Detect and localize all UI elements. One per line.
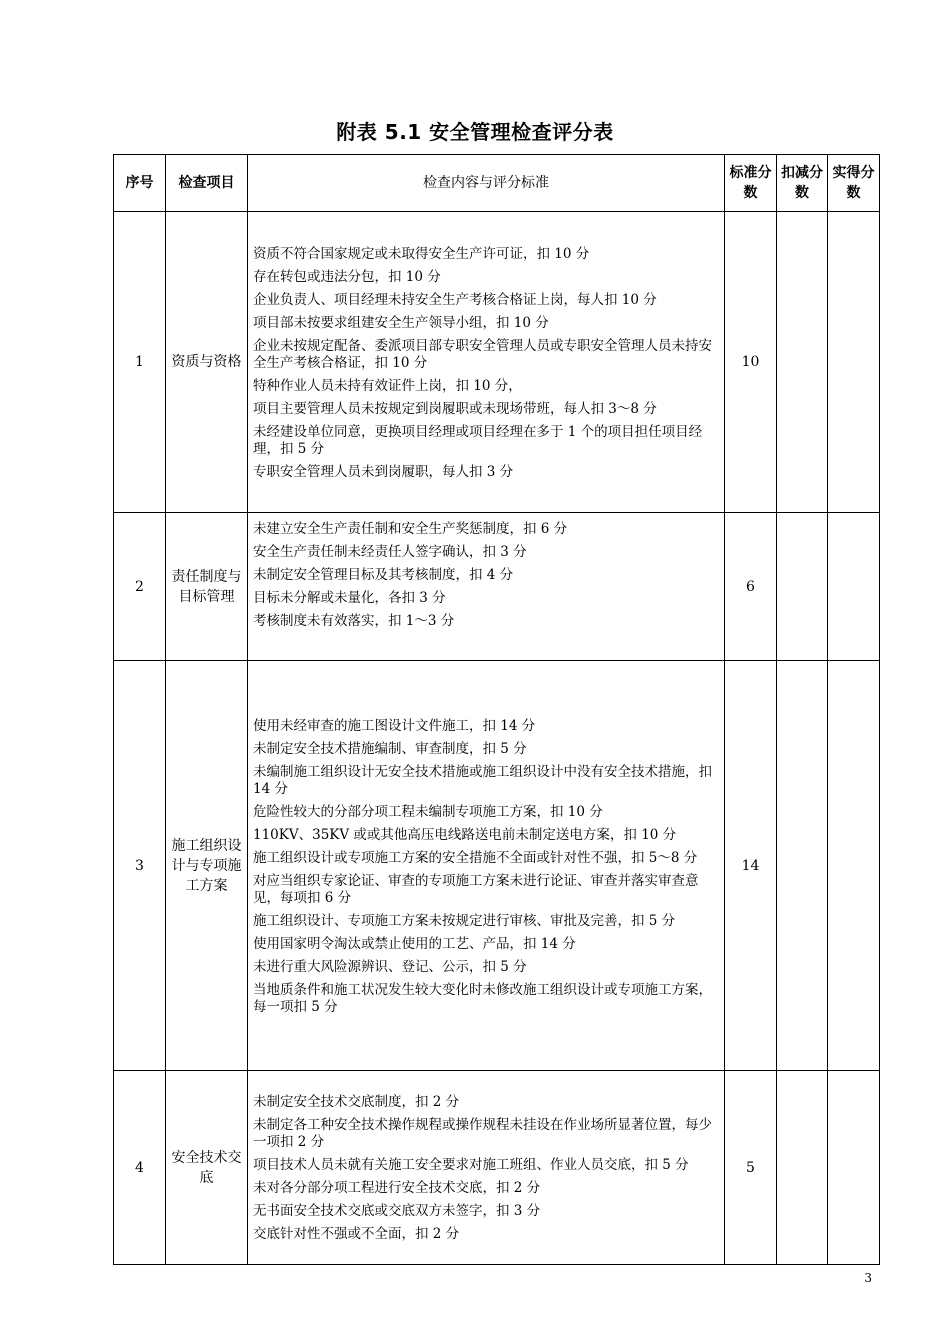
row-actual-score — [828, 661, 880, 1071]
criterion: 使用国家明令淘汰或禁止使用的工艺、产品，扣 14 分 — [253, 935, 576, 952]
criterion: 当地质条件和施工状况发生较大变化时未修改施工组织设计或专项施工方案，每一项扣 5 分 — [253, 981, 712, 1015]
row-content — [248, 661, 725, 1071]
criterion: 未编制施工组织设计无安全技术措施或施工组织设计中没有安全技术措施，扣 14 分 — [253, 763, 712, 797]
row-actual-score — [828, 513, 880, 661]
criterion: 专职安全管理人员未到岗履职，每人扣 3 分 — [253, 463, 514, 480]
row-seq: 1 — [114, 212, 166, 513]
criterion: 对应当组织专家论证、审查的专项施工方案未进行论证、审查并落实审查意见，每项扣 6 分 — [253, 872, 699, 906]
page-title: 附表 5.1 安全管理检查评分表 — [336, 120, 614, 144]
header-actual: 实得分数 — [828, 155, 880, 212]
criterion: 项目主要管理人员未按规定到岗履职或未现场带班，每人扣 3～8 分 — [253, 400, 657, 417]
row-standard-score: 14 — [725, 661, 777, 1071]
criterion: 未制定安全技术措施编制、审查制度，扣 5 分 — [253, 740, 527, 757]
criterion: 110KV、35KV 或或其他高压电线路送电前未制定送电方案，扣 10 分 — [253, 826, 677, 843]
row-actual-score — [828, 212, 880, 513]
criterion: 特种作业人员未持有效证件上岗，扣 10 分， — [253, 377, 522, 394]
score-table — [113, 154, 880, 1265]
row-deduct-score — [777, 513, 828, 661]
row-deduct-score — [777, 1071, 828, 1265]
criterion: 企业未按规定配备、委派项目部专职安全管理人员或专职安全管理人员未持安全生产考核合格证，扣 10 分 — [253, 337, 712, 371]
table-row — [114, 1071, 880, 1265]
criterion: 未经建设单位同意，更换项目经理或项目经理在多于 1 个的项目担任项目经理，扣 5 分 — [253, 423, 703, 457]
row-content — [248, 513, 725, 661]
row-standard-score: 6 — [725, 513, 777, 661]
criterion: 存在转包或违法分包，扣 10 分 — [253, 268, 441, 285]
criterion: 施工组织设计或专项施工方案的安全措施不全面或针对性不强，扣 5～8 分 — [253, 849, 698, 866]
row-content — [248, 212, 725, 513]
table-row — [114, 212, 880, 513]
criterion: 企业负责人、项目经理未持安全生产考核合格证上岗，每人扣 10 分 — [253, 291, 657, 308]
header-content: 检查内容与评分标准 — [248, 155, 725, 212]
criterion: 未制定安全管理目标及其考核制度，扣 4 分 — [253, 567, 514, 583]
header-standard: 标准分数 — [725, 155, 777, 212]
row-item: 施工组织设计与专项施工方案 — [166, 661, 248, 1071]
criterion: 使用未经审查的施工图设计文件施工，扣 14 分 — [253, 717, 536, 734]
row-item: 资质与资格 — [166, 212, 248, 513]
criterion: 未进行重大风险源辨识、登记、公示，扣 5 分 — [253, 958, 527, 975]
page-number: 3 — [864, 1271, 872, 1285]
criterion: 安全生产责任制未经责任人签字确认，扣 3 分 — [253, 544, 527, 560]
criterion: 施工组织设计、专项施工方案未按规定进行审核、审批及完善，扣 5 分 — [253, 912, 676, 929]
header-deduct: 扣减分数 — [777, 155, 828, 212]
criterion: 未建立安全生产责任制和安全生产奖惩制度，扣 6 分 — [253, 521, 568, 537]
table-row — [114, 513, 880, 661]
header-item: 检查项目 — [166, 155, 248, 212]
criterion: 目标未分解或未量化，各扣 3 分 — [253, 590, 446, 606]
criterion: 无书面安全技术交底或交底双方未签字，扣 3 分 — [253, 1203, 541, 1219]
row-deduct-score — [777, 661, 828, 1071]
row-seq: 3 — [114, 661, 166, 1071]
criterion: 危险性较大的分部分项工程未编制专项施工方案，扣 10 分 — [253, 803, 603, 820]
row-standard-score: 10 — [725, 212, 777, 513]
row-seq: 2 — [114, 513, 166, 661]
row-actual-score — [828, 1071, 880, 1265]
row-item: 责任制度与目标管理 — [166, 513, 248, 661]
header-row — [114, 155, 880, 212]
criterion: 未制定安全技术交底制度，扣 2 分 — [253, 1094, 460, 1110]
header-seq: 序号 — [114, 155, 166, 212]
criterion: 未制定各工种安全技术操作规程或操作规程未挂设在作业场所显著位置，每少一项扣 2 分 — [253, 1117, 712, 1150]
criterion: 项目部未按要求组建安全生产领导小组，扣 10 分 — [253, 314, 549, 331]
criterion: 交底针对性不强或不全面，扣 2 分 — [253, 1226, 460, 1242]
row-standard-score: 5 — [725, 1071, 777, 1265]
row-content — [248, 1071, 725, 1265]
criterion: 项目技术人员未就有关施工安全要求对施工班组、作业人员交底，扣 5 分 — [253, 1157, 689, 1173]
table-row — [114, 661, 880, 1071]
row-deduct-score — [777, 212, 828, 513]
criterion: 资质不符合国家规定或未取得安全生产许可证，扣 10 分 — [253, 245, 590, 262]
row-seq: 4 — [114, 1071, 166, 1265]
row-item: 安全技术交底 — [166, 1071, 248, 1265]
criterion: 未对各分部分项工程进行安全技术交底，扣 2 分 — [253, 1180, 541, 1196]
criterion: 考核制度未有效落实，扣 1～3 分 — [253, 613, 455, 629]
